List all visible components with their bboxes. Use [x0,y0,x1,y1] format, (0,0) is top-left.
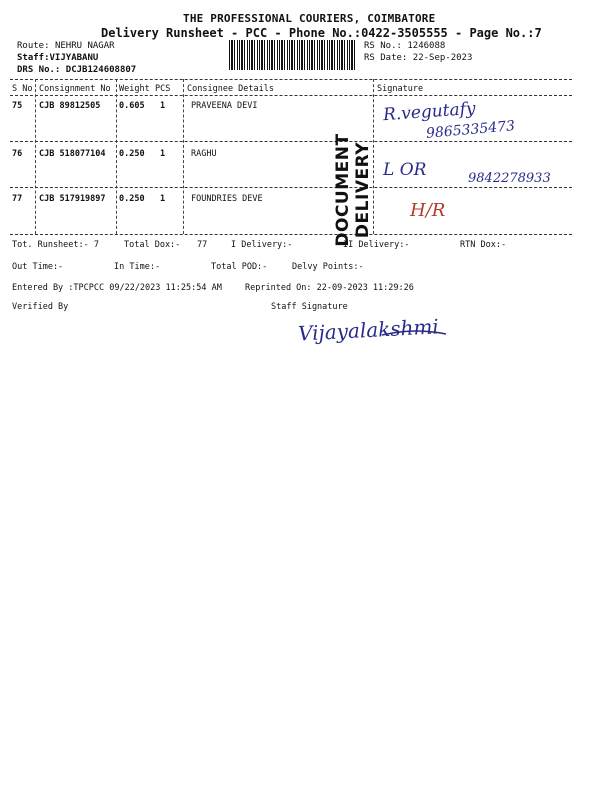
drs-label: DRS No.: [17,65,61,75]
table-top-rule [10,79,572,80]
delvy-points: Delvy Points:- [292,262,364,272]
total-dox-label: Total Dox:- [124,240,181,250]
staff-label: Staff: [17,53,50,63]
signature-flourish [380,325,450,341]
rs-no-row [364,41,445,51]
row-sno: 77 [12,194,23,204]
total-dox-value: 77 [197,240,208,250]
row-pcs: 1 [160,101,166,111]
staff-row [17,53,98,63]
row-consignment: CJB 518077104 [39,149,106,159]
staff-signature-label: Staff Signature [271,302,348,312]
col-header-consignee: Consignee Details [187,84,274,94]
row-consignee: FOUNDRIES DEVE [191,194,263,204]
phone-row-75: 9865335473 [425,118,516,142]
table-header-rule [10,95,572,96]
rs-date-value: 22-Sep-2023 [412,53,473,63]
table-bottom-rule [10,234,572,235]
row-weight: 0.250 [119,194,145,204]
col-separator [183,79,184,234]
barcode [229,40,357,70]
runsheet-subtitle: Delivery Runsheet - PCC - Phone No.:0422-3505555 - Page No.:7 [101,26,542,40]
rs-date-row [364,53,472,63]
route-row [17,41,115,51]
staff-value: VIJYABANU [49,53,99,63]
col-header-sno: S No [12,84,33,94]
signature-row-76: L OR [383,160,427,180]
signature-row-77: H/R [410,200,446,221]
route-value: NEHRU NAGAR [54,41,115,51]
row-rule [10,141,572,142]
i-delivery: I Delivery:- [231,240,293,250]
row-weight: 0.605 [119,101,145,111]
verified-by: Verified By [12,302,69,312]
document-delivery-stamp: DOCUMENT DELIVERY [333,133,373,247]
col-header-weight: Weight [119,84,150,94]
phone-row-76: 9842278933 [468,171,551,186]
in-time: In Time:- [114,262,161,272]
rs-no-label: RS No.: [364,41,402,51]
rtn-dox: RTN Dox:- [460,240,507,250]
col-separator [35,79,36,234]
row-consignment: CJB 517919897 [39,194,106,204]
col-header-pcs: PCS [155,84,171,94]
row-pcs: 1 [160,194,166,204]
row-sno: 75 [12,101,23,111]
staff-signature: Vijayalakshmi [297,314,440,346]
row-weight: 0.250 [119,149,145,159]
drs-row [17,65,136,75]
signature-stroke [382,331,446,335]
row-consignee: RAGHU [191,149,217,159]
out-time: Out Time:- [12,262,64,272]
company-title: THE PROFESSIONAL COURIERS, COIMBATORE [183,12,436,25]
row-rule [10,187,572,188]
col-header-signature: Signature [377,84,424,94]
row-sno: 76 [12,149,23,159]
rs-date-label: RS Date: [364,53,408,63]
row-consignment: CJB 89812505 [39,101,101,111]
rs-no-value: 1246088 [407,41,446,51]
row-pcs: 1 [160,149,166,159]
tot-runsheet: Tot. Runsheet:- 7 [12,240,99,250]
col-header-consignment: Consignment No [39,84,111,94]
reprinted-on: Reprinted On: 22-09-2023 11:29:26 [245,283,414,293]
total-pod: Total POD:- [211,262,268,272]
col-separator [373,79,374,234]
ii-delivery: II Delivery:- [343,240,410,250]
row-consignee: PRAVEENA DEVI [191,101,258,111]
route-label: Route: [17,41,50,51]
entered-by: Entered By :TPCPCC 09/22/2023 11:25:54 AM [12,283,222,293]
col-separator [116,79,117,234]
drs-value: DCJB124608807 [65,65,137,75]
signature-row-75: R.vegutafy [382,98,477,126]
